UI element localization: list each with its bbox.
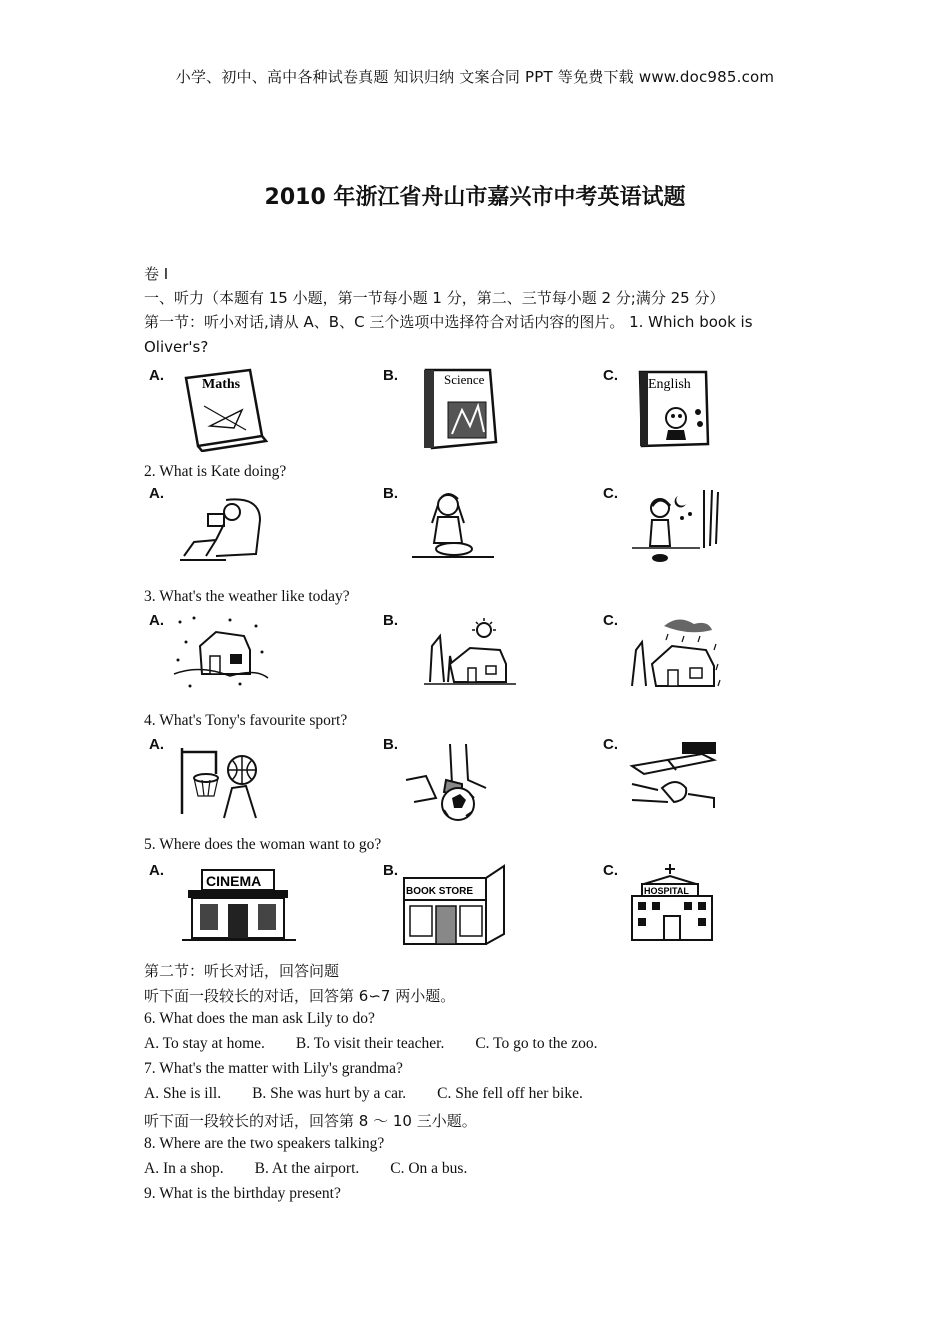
q3-option-c: C. [603, 612, 618, 629]
instructions-6-7: 听下面一段较长的对话，回答第 6∽7 两小题。 [144, 987, 456, 1005]
q4-option-c: C. [603, 736, 618, 753]
q4-option-b: B. [383, 736, 398, 753]
question-2: 2. What is Kate doing? [144, 463, 287, 480]
q4-option-a: A. [149, 736, 164, 753]
section2-heading: 第二节：听长对话，回答问题 [144, 962, 340, 980]
page-header: 小学、初中、高中各种试卷真题 知识归纳 文案合同 PPT 等免费下载 www.doc985.com [175, 68, 775, 86]
science-book-picture [418, 366, 502, 452]
snowy-house-picture [170, 612, 270, 692]
hospital-picture [628, 862, 720, 946]
q3-option-a: A. [149, 612, 164, 629]
maths-cover-text: Maths [202, 377, 241, 392]
q1-option-b: B. [383, 367, 398, 384]
girl-phone-night-picture [630, 486, 722, 568]
q3-option-b: B. [383, 612, 398, 629]
cinema-picture [180, 864, 298, 944]
basketball-picture [176, 744, 266, 820]
page-title: 2010 年浙江省舟山市嘉兴市中考英语试题 [264, 185, 686, 210]
sunny-house-picture [420, 616, 520, 692]
question-8-options: A. In a shop. B. At the airport. C. On a bus. [144, 1160, 468, 1177]
volume-label: 卷 I [144, 265, 169, 283]
english-cover-text: English [648, 377, 691, 392]
cinema-sign-text: CINEMA [206, 873, 262, 889]
bookstore-sign-text: BOOK STORE [406, 886, 474, 897]
question-8: 8. Where are the two speakers talking? [144, 1135, 385, 1152]
q2-option-c: C. [603, 485, 618, 502]
q1-option-c: C. [603, 367, 618, 384]
section1-instructions: 第一节：听小对话,请从 A、B、C 三个选项中选择符合对话内容的图片。 1. Which book is Oliver's? [144, 313, 753, 356]
question-9: 9. What is the birthday present? [144, 1185, 341, 1202]
q1-option-a: A. [149, 367, 164, 384]
science-cover-text: Science [444, 372, 485, 387]
q2-option-b: B. [383, 485, 398, 502]
question-6: 6. What does the man ask Lily to do? [144, 1010, 375, 1027]
girl-reading-picture [176, 490, 266, 568]
question-5: 5. Where does the woman want to go? [144, 836, 382, 853]
question-7: 7. What's the matter with Lily's grandma? [144, 1060, 403, 1077]
question-7-options: A. She is ill. B. She was hurt by a car. C. She fell off her bike. [144, 1085, 583, 1102]
question-3: 3. What's the weather like today? [144, 588, 350, 605]
rainy-house-picture [628, 614, 728, 692]
maths-book-picture [180, 366, 272, 452]
bookstore-picture [400, 864, 510, 946]
table-tennis-picture [628, 740, 720, 824]
football-picture [404, 740, 496, 824]
english-book-picture [636, 366, 716, 452]
q5-option-b: B. [383, 862, 398, 879]
instructions-8-10: 听下面一段较长的对话，回答第 8 ～ 10 三小题。 [144, 1112, 477, 1130]
question-6-options: A. To stay at home. B. To visit their teacher. C. To go to the zoo. [144, 1035, 598, 1052]
q2-option-a: A. [149, 485, 164, 502]
q5-option-c: C. [603, 862, 618, 879]
q5-option-a: A. [149, 862, 164, 879]
question-4: 4. What's Tony's favourite sport? [144, 712, 348, 729]
part1-heading: 一、听力（本题有 15 小题，第一节每小题 1 分，第二、三节每小题 2 分;满分 25 分） [144, 289, 725, 307]
girl-washing-picture [408, 487, 498, 567]
hospital-sign-text: HOSPITAL [644, 886, 689, 896]
